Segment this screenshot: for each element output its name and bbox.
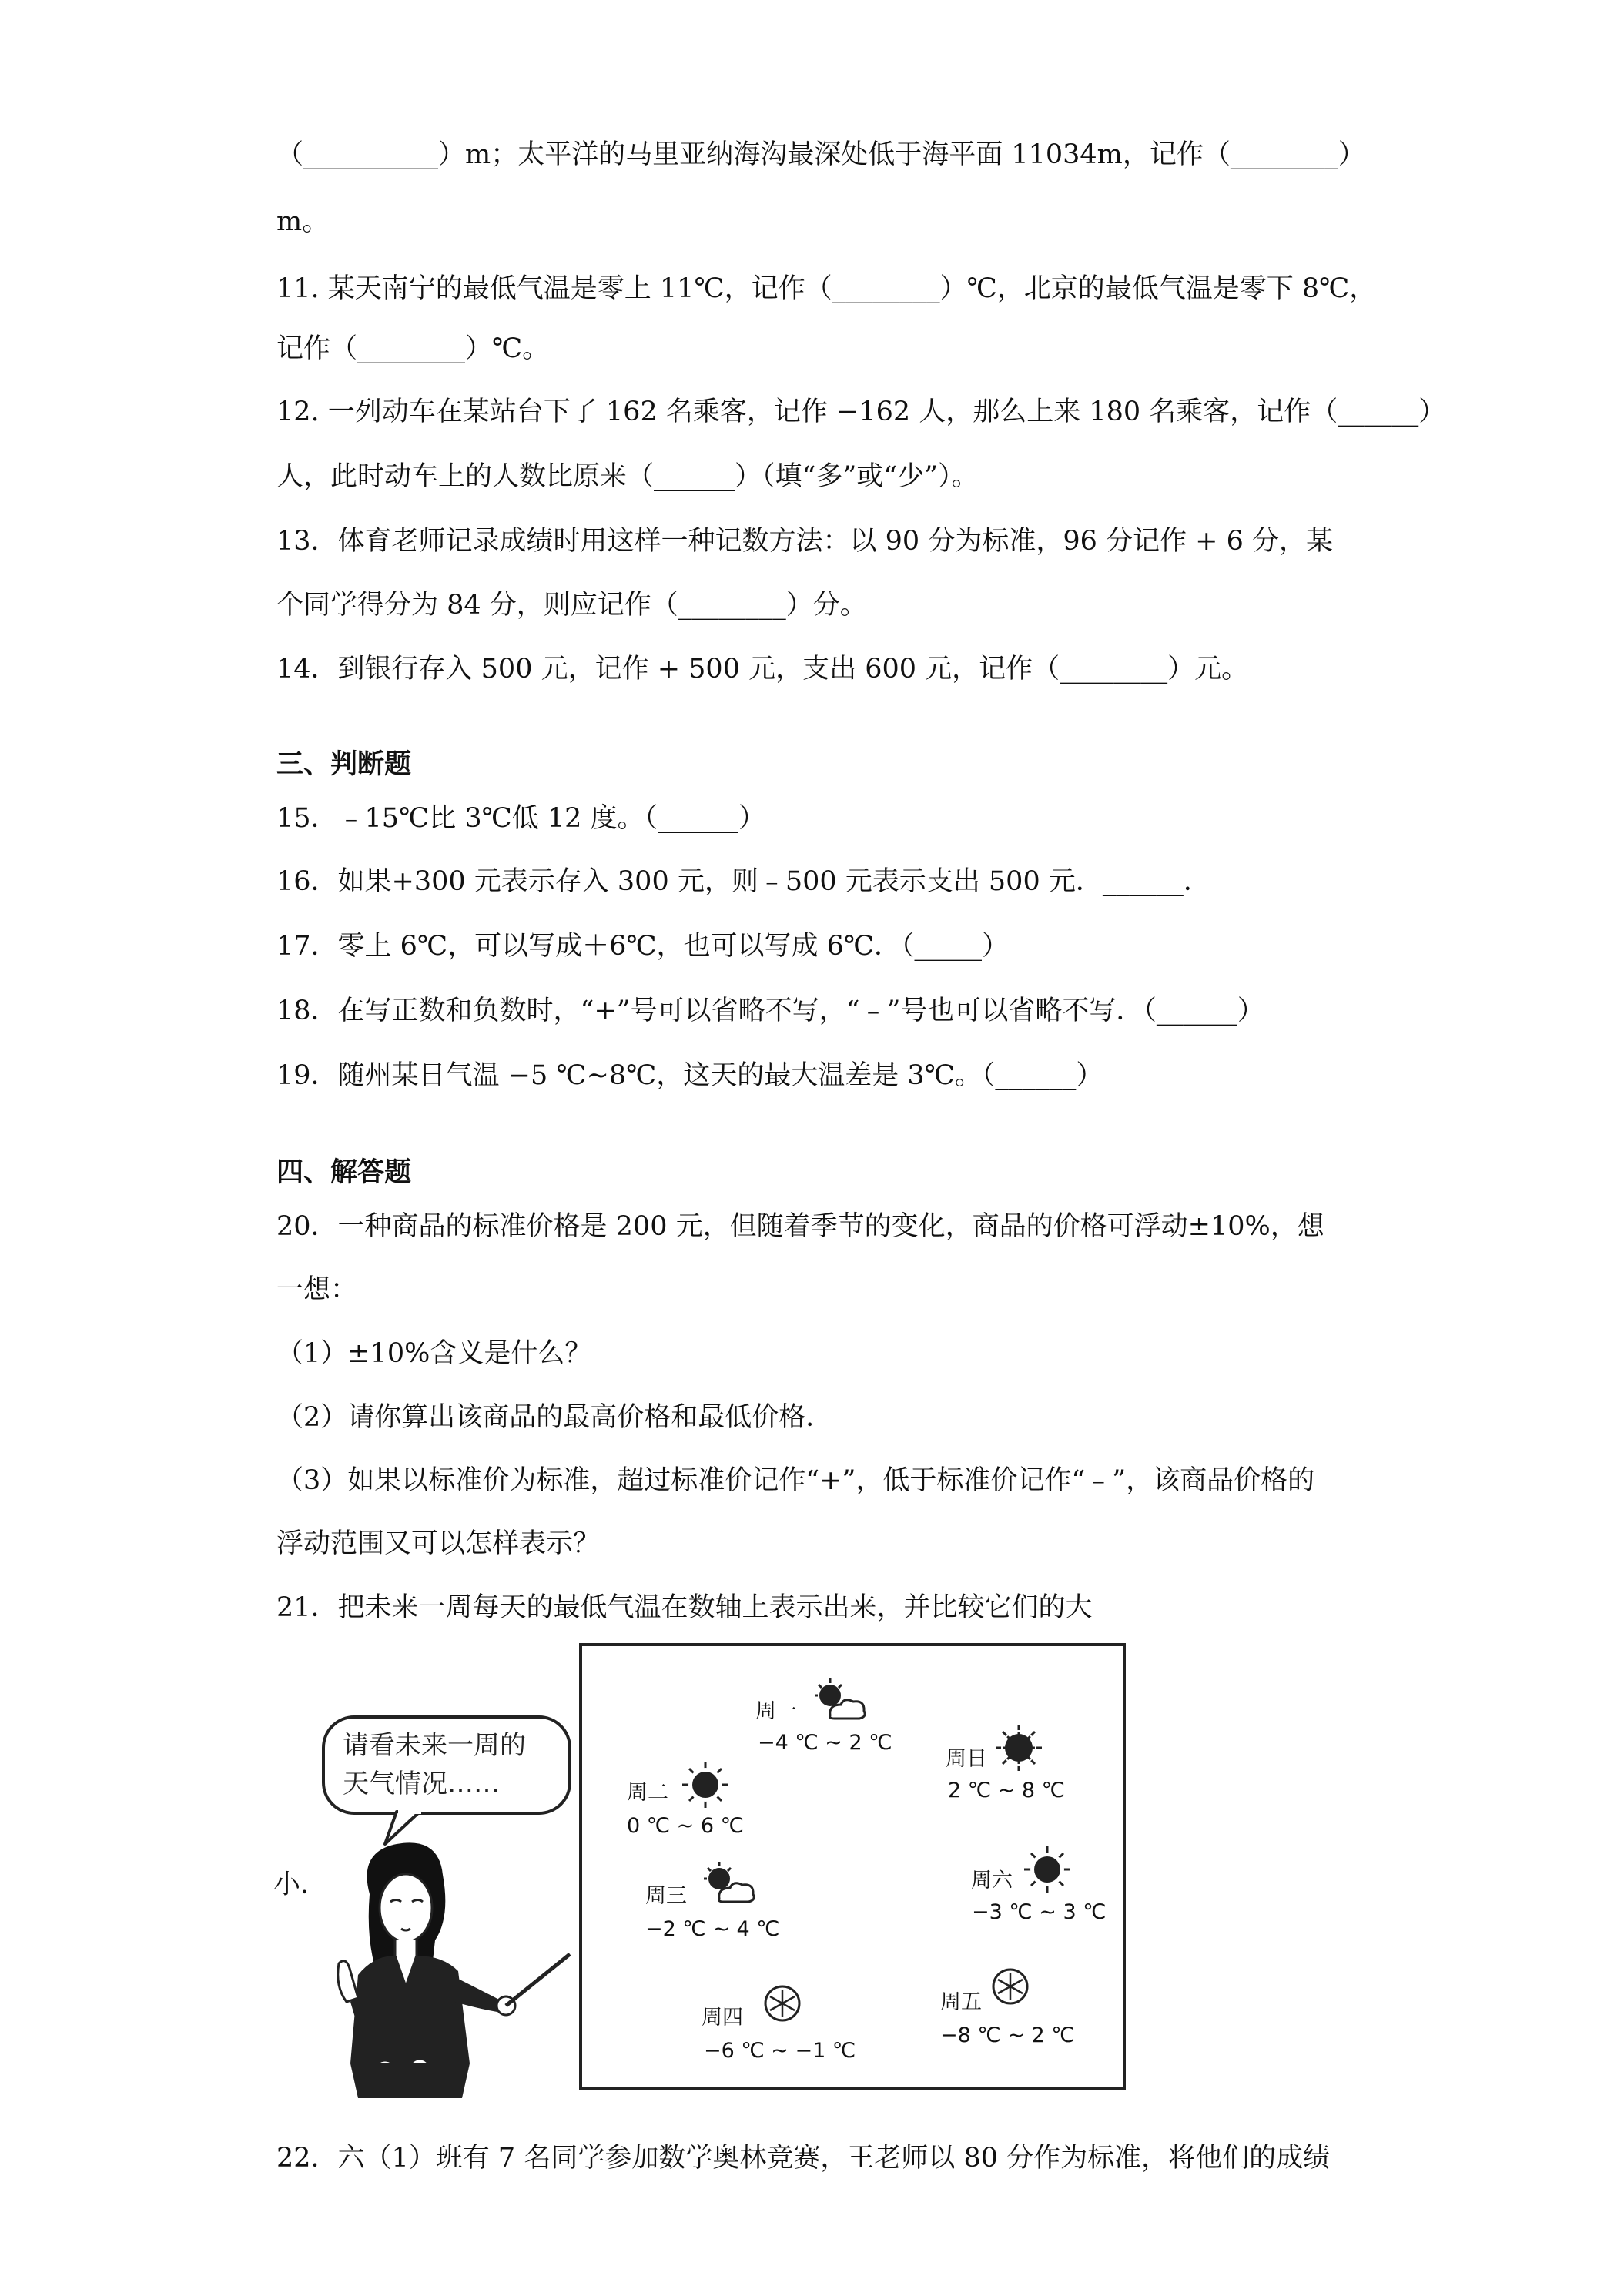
weather-temp: −8 ℃ ~ 2 ℃ (940, 2023, 1075, 2047)
q11-line2: 记作（________）℃。 (276, 333, 550, 364)
section-heading-judgement: 三、判断题 (276, 749, 412, 780)
weather-temp: −4 ℃ ~ 2 ℃ (758, 1731, 892, 1755)
weather-temp: −6 ℃ ~ −1 ℃ (704, 2039, 856, 2063)
q14: 14．到银行存入 500 元，记作 + 500 元，支出 600 元，记作（________）元。 (276, 654, 1249, 684)
q19: 19．随州某日气温 −5 ℃~8℃，这天的最大温差是 3℃。（______） (276, 1060, 1103, 1091)
q21: 21．把未来一周每天的最低气温在数轴上表示出来，并比较它们的大 (276, 1592, 1093, 1623)
weather-temp: −2 ℃ ~ 4 ℃ (645, 1917, 780, 1941)
snowflake-icon (764, 1985, 801, 2025)
q16: 16．如果+300 元表示存入 300 元，则﹣500 元表示支出 500 元．______． (276, 866, 1210, 897)
q20-line1: 20．一种商品的标准价格是 200 元，但随着季节的变化，商品的价格可浮动±10%，想 (276, 1211, 1324, 1242)
weather-temp: 2 ℃ ~ 8 ℃ (948, 1779, 1065, 1802)
weather-day: 周六 (971, 1869, 1013, 1893)
weather-temp: 0 ℃ ~ 6 ℃ (627, 1814, 744, 1838)
q20-line2: 一想： (276, 1274, 358, 1305)
sun-icon (681, 1760, 730, 1812)
q10-continuation-end: m。 (276, 206, 330, 237)
q12-line2: 人，此时动车上的人数比原来（______）（填“多”或“少”）。 (276, 461, 979, 492)
q12-line1: 12. 一列动车在某站台下了 162 名乘客，记作 −162 人，那么上来 180 名乘客，记作（______） (276, 397, 1446, 427)
weather-day: 周二 (627, 1781, 668, 1805)
q22: 22．六（1）班有 7 名同学参加数学奥林竞赛，王老师以 80 分作为标准，将他们的成绩 (276, 2143, 1331, 2174)
sun-icon (1023, 1845, 1072, 1897)
sun-cloud-icon (807, 1677, 869, 1726)
q15: 15．﹣15℃比 3℃低 12 度。（______） (276, 803, 766, 834)
snowflake-icon (992, 1968, 1029, 2008)
sun-icon (994, 1723, 1043, 1776)
q20-sub1: （1）±10%含义是什么？ (276, 1338, 592, 1369)
weather-day: 周四 (702, 2006, 743, 2030)
q20-sub3-line1: （3）如果以标准价为标准，超过标准价记作“+”，低于标准价记作“﹣”，该商品价格的 (276, 1465, 1315, 1496)
teacher-illustration (304, 1709, 581, 2110)
q18: 18．在写正数和负数时，“+”号可以省略不写，“﹣”号也可以省略不写．（______） (276, 996, 1264, 1026)
speech-bubble-line1: 请看未来一周的 (343, 1730, 526, 1761)
sun-cloud-icon (696, 1860, 758, 1909)
speech-bubble-line2: 天气情况…… (343, 1769, 500, 1799)
weather-forecast-box (579, 1643, 1126, 2090)
weather-temp: −3 ℃ ~ 3 ℃ (972, 1900, 1107, 1924)
q10-continuation: （__________）m；太平洋的马里亚纳海沟最深处低于海平面 11034m，记作（________） (276, 139, 1365, 170)
weather-day: 周五 (940, 1990, 982, 2014)
q17: 17．零上 6℃，可以写成＋6℃，也可以写成 6℃．（_____） (276, 931, 1010, 962)
q20-sub2: （2）请你算出该商品的最高价格和最低价格． (276, 1402, 833, 1433)
q21-figure-label: 小． (273, 1869, 328, 1900)
weather-day: 周日 (946, 1747, 987, 1771)
q13-line1: 13．体育老师记录成绩时用这样一种记数方法：以 90 分为标准，96 分记作 + 6 分，某 (276, 526, 1333, 557)
q13-line2: 个同学得分为 84 分，则应记作（________）分。 (276, 590, 867, 621)
weather-day: 周三 (645, 1884, 687, 1908)
q20-sub3-line2: 浮动范围又可以怎样表示？ (276, 1528, 601, 1559)
weather-day: 周一 (755, 1699, 797, 1723)
section-heading-answers: 四、解答题 (276, 1157, 412, 1188)
q11-line1: 11. 某天南宁的最低气温是零上 11℃，记作（________）℃，北京的最低气温是零下 8℃， (276, 273, 1377, 304)
